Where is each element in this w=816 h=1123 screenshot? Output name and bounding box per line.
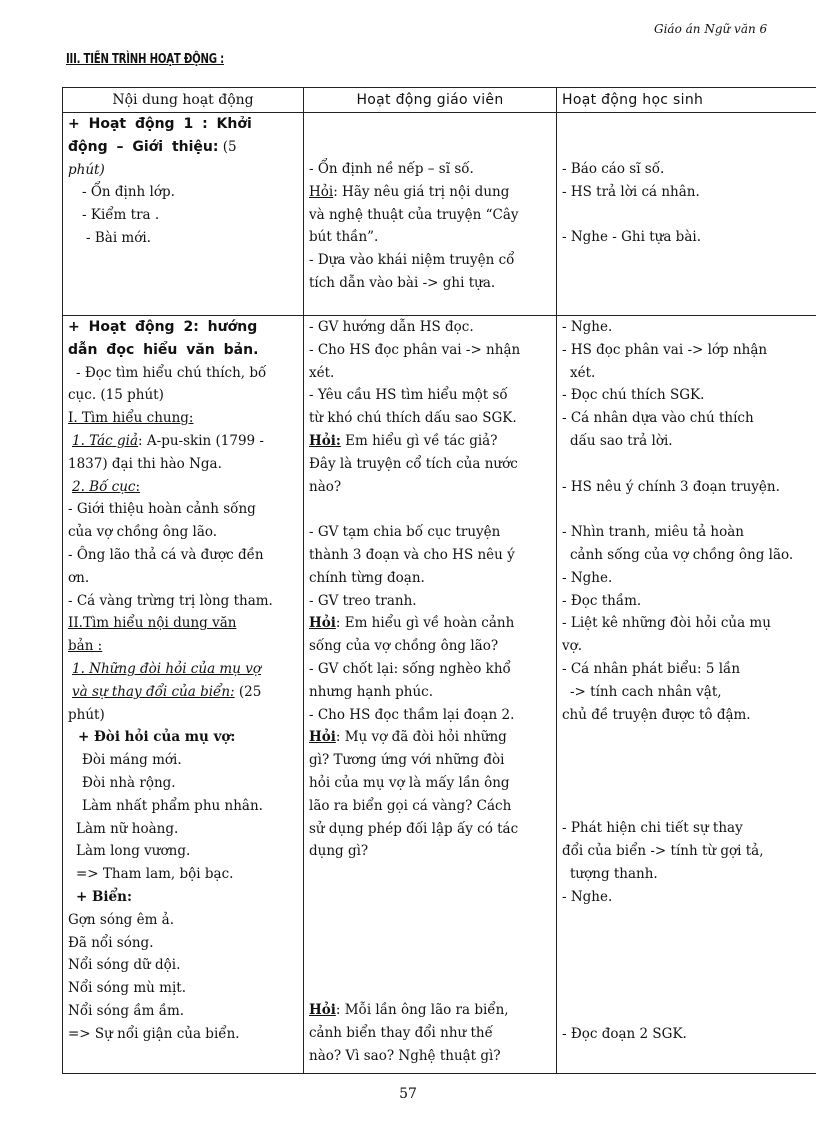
text-line: đổi của biển -> tính từ gợi tả, — [562, 843, 764, 860]
text-line: vợ. — [562, 638, 583, 655]
table-row — [63, 316, 816, 1074]
text-line: dụng gì? — [309, 843, 369, 860]
page-number: 57 — [399, 1086, 417, 1102]
subsection1-line2: và sự thay đổi của biển: — [72, 683, 235, 700]
text-line: - Nghe - Ghi tựa bài. — [562, 228, 701, 245]
text-line: - Cho HS đọc thầm lại đoạn 2. — [309, 706, 515, 723]
section-title: III. TIẾN TRÌNH HOẠT ĐỘNG : — [66, 52, 224, 67]
row2-teacher-cell: - GV hướng dẫn HS đọc. - Cho HS đọc phân vai -> nhận xét. - Yêu cầu HS tìm hiểu một số từ khó chú thích dấu sao SGK. Hỏi: Em hiểu gì về tác giả? Đây là truyện cổ tích của nước nào? - GV tạm chia bố cục truyện thành 3 đoạn và cho HS nêu ý chính từng đoạn. - GV treo tranh. Hỏi: Em hiểu gì về hoàn cảnh sống của vợ chồng ông lão? - GV chốt lại: sống nghèo khổ nhưng hạnh phúc. - Cho HS đọc thầm lại đoạn 2. Hỏi: Mụ vợ đã đòi hỏi những gì? Tương ứng với những đòi hỏi của mụ vợ là mấy lần ông lão ra biển gọi cá vàng? Cách sử dụng phép đối lập ấy có tác dụng gì? Hỏi: Mỗi lần ông lão ra biển, cảnh biển thay đổi như thế nào? Vì sao? Nghệ thuật gì? — [304, 316, 557, 1074]
text-line: - Ổn định nề nếp – sĩ số. — [309, 161, 474, 177]
row1-student-cell — [557, 113, 816, 316]
text-line: - Đọc tìm hiểu chú thích, bố — [76, 364, 267, 381]
text-line: Đây là truyện cổ tích của nước — [309, 455, 518, 472]
activity1-heading-line2: động – Giới thiệu: — [68, 138, 219, 155]
row2-student-cell — [557, 316, 816, 1074]
text-line: xét. — [309, 364, 335, 381]
text-line: - Báo cáo sĩ số. — [562, 161, 665, 177]
list-item: - Bài mới. — [86, 229, 151, 246]
text-line: - Nghe. — [562, 319, 613, 335]
text-line: - GV hướng dẫn HS đọc. — [309, 319, 474, 335]
text-line: - Yêu cầu HS tìm hiểu một số — [309, 387, 508, 404]
list-item: - Kiểm tra . — [82, 207, 160, 224]
part1-heading: I. Tìm hiểu chung: — [68, 410, 194, 427]
text-line: cảnh biển thay đổi như thế — [309, 1024, 493, 1041]
text-line: từ khó chú thích dấu sao SGK. — [309, 410, 517, 427]
text-line: nào? Vì sao? Nghệ thuật gì? — [309, 1047, 501, 1064]
demands-heading: + Đòi hỏi của mụ vợ: — [78, 729, 236, 746]
list-item: Làm nữ hoàng. — [76, 820, 179, 837]
text-line: - HS đọc phân vai -> lớp nhận — [562, 341, 768, 358]
text-line: của vợ chồng ông lão. — [68, 524, 218, 541]
text-line: và nghệ thuật của truyện “Cây — [309, 206, 519, 223]
text-line: - Nghe. — [562, 569, 613, 586]
text-line: - Cho HS đọc phân vai -> nhận — [309, 341, 521, 358]
list-item: Làm nhất phẩm phu nhân. — [82, 797, 263, 814]
activity2-heading-line2: dẫn đọc hiểu văn bản. — [68, 341, 259, 358]
question-label: Hỏi — [309, 183, 334, 200]
sea-conclusion: => Sự nổi giận của biển. — [68, 1025, 240, 1042]
text-line: chính từng đoạn. — [309, 569, 425, 586]
subsection1-line1: 1. Những đòi hỏi của mụ vợ — [72, 660, 261, 677]
text-line: chủ đề truyện được tô đậm. — [562, 706, 751, 723]
document-header: Giáo án Ngữ văn 6 — [654, 22, 768, 36]
row1-content-cell — [63, 113, 304, 316]
text-line: - Dựa vào khái niệm truyện cổ — [309, 252, 515, 269]
header-content: Nội dung hoạt động — [63, 88, 304, 113]
list-item: Đòi nhà rộng. — [82, 774, 176, 791]
text-line: - Cá vàng trừng trị lòng tham. — [68, 592, 273, 609]
activity1-duration: (5 — [222, 138, 237, 155]
text-line: cục. (15 phút) — [68, 387, 164, 404]
part2-heading-line1: II.Tìm hiểu nội dung văn — [68, 615, 237, 632]
layout-label: 2. Bố cục — [72, 478, 136, 495]
list-item: Nổi sóng ầm ầm. — [68, 1002, 185, 1019]
text-line: thành 3 đoạn và cho HS nêu ý — [309, 546, 515, 563]
list-item: Nổi sóng mù mịt. — [68, 980, 186, 997]
author-label: 1. Tác giả — [72, 432, 139, 449]
text-line: dấu sao trả lời. — [570, 432, 673, 449]
text-line: nhưng hạnh phúc. — [309, 683, 434, 700]
activity2-heading-line1: + Hoạt động 2: hướng — [68, 319, 258, 335]
text-line: - HS trả lời cá nhân. — [562, 183, 700, 200]
text-line: 1837) đại thi hào Nga. — [68, 455, 222, 472]
text-line: phút) — [68, 706, 105, 723]
text-line: cảnh sống của vợ chồng ông lão. — [570, 546, 794, 563]
list-item: Đòi máng mới. — [82, 752, 182, 769]
question-label: Hỏi — [309, 729, 336, 746]
text-line: - Giới thiệu hoàn cảnh sống — [68, 501, 256, 518]
activity1-duration-unit: phút) — [68, 161, 105, 178]
text-line: - Đọc đoạn 2 SGK. — [562, 1025, 687, 1042]
text-line: : Hãy nêu giá trị nội dung — [333, 183, 510, 200]
text-line: - Liệt kê những đòi hỏi của mụ — [562, 615, 771, 632]
text-line: - HS nêu ý chính 3 đoạn truyện. — [562, 478, 780, 495]
text-line: tượng thanh. — [570, 865, 658, 882]
text-line: - Nhìn tranh, miêu tả hoàn — [562, 524, 744, 541]
demands-conclusion: => Tham lam, bội bạc. — [76, 866, 234, 883]
text-line: - Phát hiện chi tiết sự thay — [562, 820, 743, 837]
text-line: - GV tạm chia bố cục truyện — [309, 524, 501, 541]
list-item: Đã nổi sóng. — [68, 934, 154, 951]
text-line: bút thần”. — [309, 229, 379, 246]
text-line: lão ra biển gọi cá vàng? Cách — [309, 797, 512, 814]
text-line: sống của vợ chồng ông lão? — [309, 638, 499, 655]
row1-teacher-cell — [304, 113, 557, 316]
question-label: Hỏi — [309, 615, 336, 632]
lesson-plan-table — [62, 87, 816, 1074]
text-line: - Cá nhân dựa vào chú thích — [562, 410, 754, 427]
question-label: Hỏi: — [309, 432, 341, 449]
text-line: sử dụng phép đối lập ấy có tác — [309, 820, 519, 837]
header-teacher: Hoạt động giáo viên — [304, 88, 557, 113]
text-line: - GV chốt lại: sống nghèo khổ — [309, 660, 511, 677]
table-header-row — [63, 88, 816, 113]
text-line: gì? Tương ứng với những đòi — [309, 752, 505, 769]
list-item: Gợn sóng êm ả. — [68, 911, 175, 928]
row2-content-cell: + Hoạt động 2: hướng dẫn đọc hiểu văn bản. - Đọc tìm hiểu chú thích, bố cục. (15 phút) I. Tìm hiểu chung: 1. Tác giả: A-pu-skin (1799 - 1837) đại thi hào Nga. 2. Bố cục: - Giới thiệu hoàn cảnh sống của vợ chồng ông lão. - Ông lão thả cá và được đền ơn. - Cá vàng trừng trị lòng tham. II.Tìm hiểu nội dung văn bản : 1. Những đòi hỏi của mụ vợ và sự thay đổi của biển: (25 phút) + Đòi hỏi của mụ vợ: Đòi máng mới. Đòi nhà rộng. Làm nhất phẩm phu nhân. Làm nữ hoàng. Làm long vương. => Tham lam, bội bạc. + Biển: Gợn sóng êm ả. Đã nổi sóng. Nổi sóng dữ dội. Nổi sóng mù mịt. Nổi sóng ầm ầm. => Sự nổi giận của biển. — [63, 316, 304, 1074]
list-item: Nổi sóng dữ dội. — [68, 957, 181, 974]
text-line: - Đọc chú thích SGK. — [562, 387, 705, 404]
text-line: : A-pu-skin (1799 - — [138, 432, 264, 449]
table-row — [63, 113, 816, 316]
text-line: hỏi của mụ vợ là mấy lần ông — [309, 774, 510, 791]
text-line: tích dẫn vào bài -> ghi tựa. — [309, 274, 496, 291]
text-line: - GV treo tranh. — [309, 592, 417, 609]
sea-heading: + Biển: — [76, 888, 132, 905]
text-line: - Nghe. — [562, 888, 613, 905]
activity1-heading-line1: + Hoạt động 1 : Khởi — [68, 116, 252, 132]
header-student: Hoạt động học sinh — [557, 88, 816, 113]
text-line: ơn. — [68, 569, 90, 586]
text-line: - Đọc thầm. — [562, 592, 642, 609]
part2-heading-line2: bản : — [68, 638, 103, 655]
text-line: - Ông lão thả cá và được đền — [68, 546, 264, 563]
text-line: -> tính cach nhân vật, — [570, 683, 722, 700]
text-line: nào? — [309, 478, 342, 495]
text-line: - Cá nhân phát biểu: 5 lần — [562, 660, 741, 677]
question-label: Hỏi — [309, 1002, 336, 1019]
list-item: - Ổn định lớp. — [82, 184, 175, 201]
text-line: xét. — [570, 364, 596, 381]
list-item: Làm long vương. — [76, 843, 191, 860]
